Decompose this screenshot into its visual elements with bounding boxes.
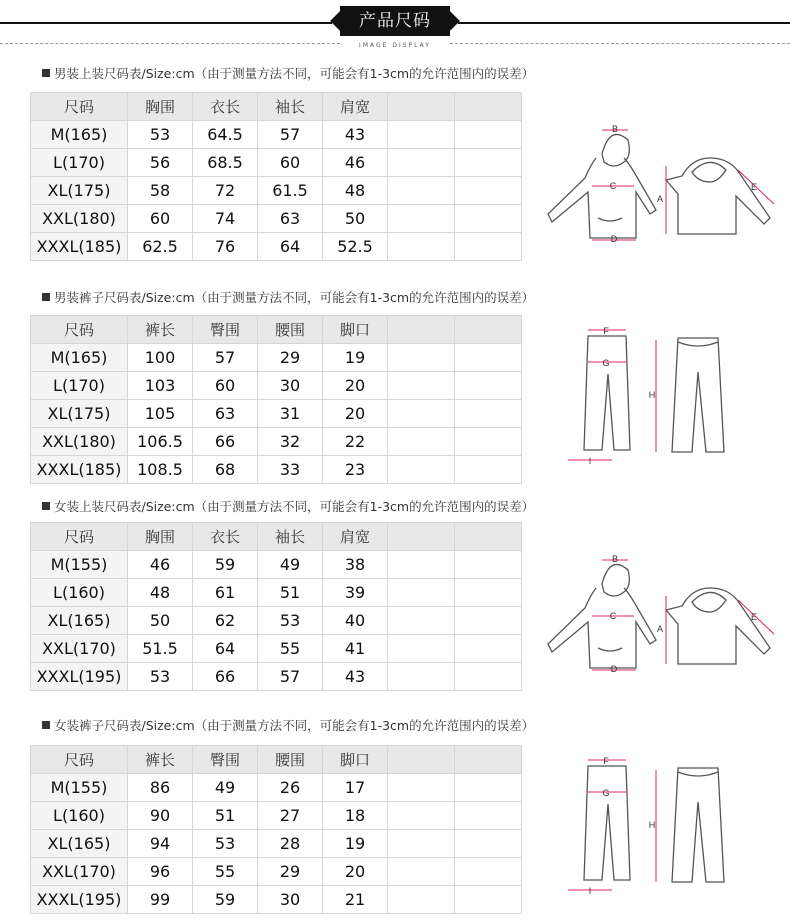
measurement-cell — [388, 233, 455, 261]
measurement-cell: 63 — [258, 205, 323, 233]
table-header-cell: 腰围 — [258, 746, 323, 774]
measurement-cell — [388, 551, 455, 579]
measurement-cell: 43 — [323, 121, 388, 149]
measurement-cell: 40 — [323, 607, 388, 635]
header-title: 产品尺码 — [340, 6, 450, 36]
measurement-cell: 22 — [323, 428, 388, 456]
measurement-cell: 55 — [193, 858, 258, 886]
table-row — [31, 830, 522, 858]
table-row — [31, 149, 522, 177]
measurement-cell: 23 — [323, 456, 388, 484]
size-label-cell: XXXL(185) — [31, 233, 128, 261]
size-label-cell: XXXL(185) — [31, 456, 128, 484]
label-a: A — [656, 194, 664, 204]
size-label-cell: M(155) — [31, 774, 128, 802]
table-header-cell: 脚口 — [323, 746, 388, 774]
header-rule-left — [0, 22, 332, 24]
measurement-cell: 27 — [258, 802, 323, 830]
measurement-cell — [388, 635, 455, 663]
table-row — [31, 372, 522, 400]
measurement-cell: 43 — [323, 663, 388, 691]
label-h: H — [648, 390, 656, 400]
measurement-cell: 20 — [323, 372, 388, 400]
header-subtitle: IMAGE DISPLAY — [359, 42, 431, 49]
table-header-row — [31, 523, 522, 551]
label-i: I — [588, 886, 592, 896]
measurement-cell — [388, 663, 455, 691]
label-d: D — [610, 664, 618, 674]
measurement-cell — [388, 205, 455, 233]
section-title-text: 男装裤子尺码表/Size:cm（由于测量方法不同，可能会有1-3cm的允许范围内的误差） — [54, 290, 535, 305]
measurement-cell: 30 — [258, 372, 323, 400]
measurement-cell — [388, 830, 455, 858]
measurement-cell: 106.5 — [128, 428, 193, 456]
measurement-cell — [388, 177, 455, 205]
table-header-cell: 袖长 — [258, 523, 323, 551]
size-label-cell: XXL(180) — [31, 428, 128, 456]
size-label-cell: M(165) — [31, 344, 128, 372]
section-title-text: 女装裤子尺码表/Size:cm（由于测量方法不同，可能会有1-3cm的允许范围内的误差） — [54, 718, 535, 733]
measurement-cell: 56 — [128, 149, 193, 177]
measurement-cell — [388, 579, 455, 607]
measurement-cell: 68.5 — [193, 149, 258, 177]
measurement-cell — [455, 579, 522, 607]
table-header-cell: 肩宽 — [323, 523, 388, 551]
measurement-cell: 68 — [193, 456, 258, 484]
size-table-women-top — [30, 522, 522, 691]
measurement-cell: 51.5 — [128, 635, 193, 663]
measurement-cell: 49 — [258, 551, 323, 579]
label-h: H — [648, 820, 656, 830]
label-g: G — [602, 788, 610, 798]
measurement-cell: 62.5 — [128, 233, 193, 261]
measurement-cell: 50 — [128, 607, 193, 635]
measurement-cell: 33 — [258, 456, 323, 484]
measurement-cell: 105 — [128, 400, 193, 428]
measurement-cell — [455, 802, 522, 830]
measurement-cell — [455, 121, 522, 149]
measurement-cell: 29 — [258, 858, 323, 886]
measurement-cell — [455, 886, 522, 914]
measurement-cell — [455, 663, 522, 691]
table-row — [31, 177, 522, 205]
measurement-cell: 100 — [128, 344, 193, 372]
measurement-cell: 19 — [323, 344, 388, 372]
measurement-cell — [455, 344, 522, 372]
measurement-cell: 103 — [128, 372, 193, 400]
label-g: G — [602, 358, 610, 368]
size-label-cell: L(160) — [31, 802, 128, 830]
table-row — [31, 344, 522, 372]
table-row — [31, 802, 522, 830]
measurement-cell: 46 — [128, 551, 193, 579]
table-header-row — [31, 93, 522, 121]
measurement-cell: 90 — [128, 802, 193, 830]
table-header-cell: 脚口 — [323, 316, 388, 344]
measurement-cell: 76 — [193, 233, 258, 261]
measurement-cell — [455, 830, 522, 858]
table-header-cell: 尺码 — [31, 746, 128, 774]
table-row — [31, 428, 522, 456]
table-header-cell — [455, 523, 522, 551]
measurement-cell: 50 — [323, 205, 388, 233]
label-b: B — [611, 124, 619, 134]
measurement-cell: 17 — [323, 774, 388, 802]
measurement-cell: 30 — [258, 886, 323, 914]
table-header-cell — [388, 523, 455, 551]
table-row — [31, 551, 522, 579]
table-header-cell — [455, 316, 522, 344]
men-pants-diagram — [560, 326, 760, 468]
table-header-cell — [388, 746, 455, 774]
measurement-cell: 57 — [258, 663, 323, 691]
measurement-cell — [455, 774, 522, 802]
measurement-cell — [455, 149, 522, 177]
section-title-women-top — [42, 497, 534, 515]
measurement-cell: 49 — [193, 774, 258, 802]
measurement-cell: 39 — [323, 579, 388, 607]
measurement-cell: 59 — [193, 551, 258, 579]
women-top-diagram — [540, 548, 780, 688]
measurement-cell: 60 — [258, 149, 323, 177]
table-header-cell: 衣长 — [193, 93, 258, 121]
measurement-cell: 38 — [323, 551, 388, 579]
label-f: F — [603, 756, 609, 766]
measurement-cell: 61 — [193, 579, 258, 607]
measurement-cell: 74 — [193, 205, 258, 233]
measurement-cell — [388, 121, 455, 149]
measurement-cell: 61.5 — [258, 177, 323, 205]
size-label-cell: XL(175) — [31, 400, 128, 428]
header-dots-left — [0, 43, 340, 44]
table-row — [31, 886, 522, 914]
measurement-cell — [388, 428, 455, 456]
measurement-cell: 96 — [128, 858, 193, 886]
bullet-square-icon — [42, 721, 50, 729]
measurement-cell — [388, 372, 455, 400]
table-row — [31, 205, 522, 233]
section-title-men-pants — [42, 288, 534, 306]
measurement-cell: 53 — [258, 607, 323, 635]
size-table-women-pants — [30, 745, 522, 914]
measurement-cell: 29 — [258, 344, 323, 372]
men-top-diagram — [540, 118, 780, 258]
table-header-cell: 臀围 — [193, 746, 258, 774]
table-header-cell: 尺码 — [31, 316, 128, 344]
measurement-cell — [455, 400, 522, 428]
measurement-cell: 20 — [323, 858, 388, 886]
table-header-cell: 尺码 — [31, 523, 128, 551]
measurement-cell: 53 — [128, 663, 193, 691]
size-label-cell: XXL(170) — [31, 635, 128, 663]
table-header-cell — [455, 746, 522, 774]
measurement-cell — [455, 858, 522, 886]
table-header-cell: 袖长 — [258, 93, 323, 121]
measurement-cell — [455, 233, 522, 261]
table-header-cell: 腰围 — [258, 316, 323, 344]
table-row — [31, 607, 522, 635]
measurement-cell: 51 — [193, 802, 258, 830]
measurement-cell — [455, 428, 522, 456]
table-header-cell: 尺码 — [31, 93, 128, 121]
measurement-cell: 60 — [128, 205, 193, 233]
measurement-cell: 62 — [193, 607, 258, 635]
table-row — [31, 635, 522, 663]
measurement-cell: 28 — [258, 830, 323, 858]
table-row — [31, 400, 522, 428]
measurement-cell — [388, 149, 455, 177]
measurement-cell — [388, 400, 455, 428]
section-title-text: 女装上装尺码表/Size:cm（由于测量方法不同，可能会有1-3cm的允许范围内的误差） — [54, 499, 535, 514]
size-label-cell: M(165) — [31, 121, 128, 149]
bullet-square-icon — [42, 69, 50, 77]
measurement-cell — [455, 456, 522, 484]
size-table-men-pants — [30, 315, 522, 484]
size-label-cell: XXL(170) — [31, 858, 128, 886]
measurement-cell: 94 — [128, 830, 193, 858]
table-row — [31, 579, 522, 607]
table-row — [31, 233, 522, 261]
measurement-cell: 32 — [258, 428, 323, 456]
measurement-cell: 63 — [193, 400, 258, 428]
measurement-cell: 46 — [323, 149, 388, 177]
measurement-cell: 41 — [323, 635, 388, 663]
table-header-row — [31, 316, 522, 344]
measurement-cell — [455, 635, 522, 663]
table-header-cell — [388, 316, 455, 344]
measurement-cell — [388, 774, 455, 802]
measurement-cell: 26 — [258, 774, 323, 802]
page-header — [0, 0, 790, 60]
label-i: I — [588, 456, 592, 466]
bullet-square-icon — [42, 293, 50, 301]
measurement-cell: 51 — [258, 579, 323, 607]
measurement-cell: 72 — [193, 177, 258, 205]
measurement-cell: 57 — [193, 344, 258, 372]
label-d: D — [610, 234, 618, 244]
table-header-cell: 衣长 — [193, 523, 258, 551]
measurement-cell — [388, 344, 455, 372]
header-dots-right — [450, 43, 790, 44]
measurement-cell: 48 — [128, 579, 193, 607]
table-header-cell: 胸围 — [128, 93, 193, 121]
table-header-cell — [388, 93, 455, 121]
size-table-men-top — [30, 92, 522, 261]
measurement-cell: 99 — [128, 886, 193, 914]
table-row — [31, 663, 522, 691]
table-row — [31, 858, 522, 886]
measurement-cell — [455, 607, 522, 635]
measurement-cell — [388, 802, 455, 830]
measurement-cell — [455, 551, 522, 579]
measurement-cell: 58 — [128, 177, 193, 205]
size-label-cell: XL(175) — [31, 177, 128, 205]
measurement-cell: 21 — [323, 886, 388, 914]
bullet-square-icon — [42, 502, 50, 510]
header-rule-right — [458, 22, 790, 24]
measurement-cell — [455, 372, 522, 400]
measurement-cell: 52.5 — [323, 233, 388, 261]
table-header-cell: 肩宽 — [323, 93, 388, 121]
table-row — [31, 774, 522, 802]
table-header-cell — [455, 93, 522, 121]
measurement-cell: 64.5 — [193, 121, 258, 149]
label-a: A — [656, 624, 664, 634]
size-label-cell: L(170) — [31, 372, 128, 400]
measurement-cell — [388, 607, 455, 635]
table-header-cell: 裤长 — [128, 746, 193, 774]
table-row — [31, 121, 522, 149]
size-label-cell: XXXL(195) — [31, 663, 128, 691]
measurement-cell: 18 — [323, 802, 388, 830]
measurement-cell: 31 — [258, 400, 323, 428]
measurement-cell: 108.5 — [128, 456, 193, 484]
measurement-cell: 57 — [258, 121, 323, 149]
label-c: C — [609, 611, 617, 621]
size-label-cell: XL(165) — [31, 830, 128, 858]
label-c: C — [609, 181, 617, 191]
size-label-cell: M(155) — [31, 551, 128, 579]
measurement-cell: 19 — [323, 830, 388, 858]
women-pants-diagram — [560, 756, 760, 898]
measurement-cell: 53 — [128, 121, 193, 149]
measurement-cell: 53 — [193, 830, 258, 858]
table-header-cell: 裤长 — [128, 316, 193, 344]
measurement-cell: 66 — [193, 428, 258, 456]
measurement-cell — [455, 177, 522, 205]
table-row — [31, 456, 522, 484]
table-header-cell: 胸围 — [128, 523, 193, 551]
measurement-cell: 59 — [193, 886, 258, 914]
measurement-cell: 66 — [193, 663, 258, 691]
size-label-cell: L(170) — [31, 149, 128, 177]
measurement-cell — [388, 456, 455, 484]
label-e: E — [750, 182, 758, 192]
measurement-cell — [388, 858, 455, 886]
measurement-cell: 86 — [128, 774, 193, 802]
table-header-row — [31, 746, 522, 774]
measurement-cell — [455, 205, 522, 233]
section-title-text: 男装上装尺码表/Size:cm（由于测量方法不同，可能会有1-3cm的允许范围内的误差） — [54, 66, 535, 81]
section-title-men-top — [42, 64, 534, 82]
measurement-cell — [388, 886, 455, 914]
measurement-cell: 55 — [258, 635, 323, 663]
size-label-cell: L(160) — [31, 579, 128, 607]
label-b: B — [611, 554, 619, 564]
measurement-cell: 64 — [193, 635, 258, 663]
size-label-cell: XXXL(195) — [31, 886, 128, 914]
label-f: F — [603, 326, 609, 336]
measurement-cell: 48 — [323, 177, 388, 205]
measurement-cell: 64 — [258, 233, 323, 261]
table-header-cell: 臀围 — [193, 316, 258, 344]
size-label-cell: XXL(180) — [31, 205, 128, 233]
measurement-cell: 20 — [323, 400, 388, 428]
section-title-women-pants — [42, 716, 534, 734]
measurement-cell: 60 — [193, 372, 258, 400]
size-label-cell: XL(165) — [31, 607, 128, 635]
label-e: E — [750, 612, 758, 622]
